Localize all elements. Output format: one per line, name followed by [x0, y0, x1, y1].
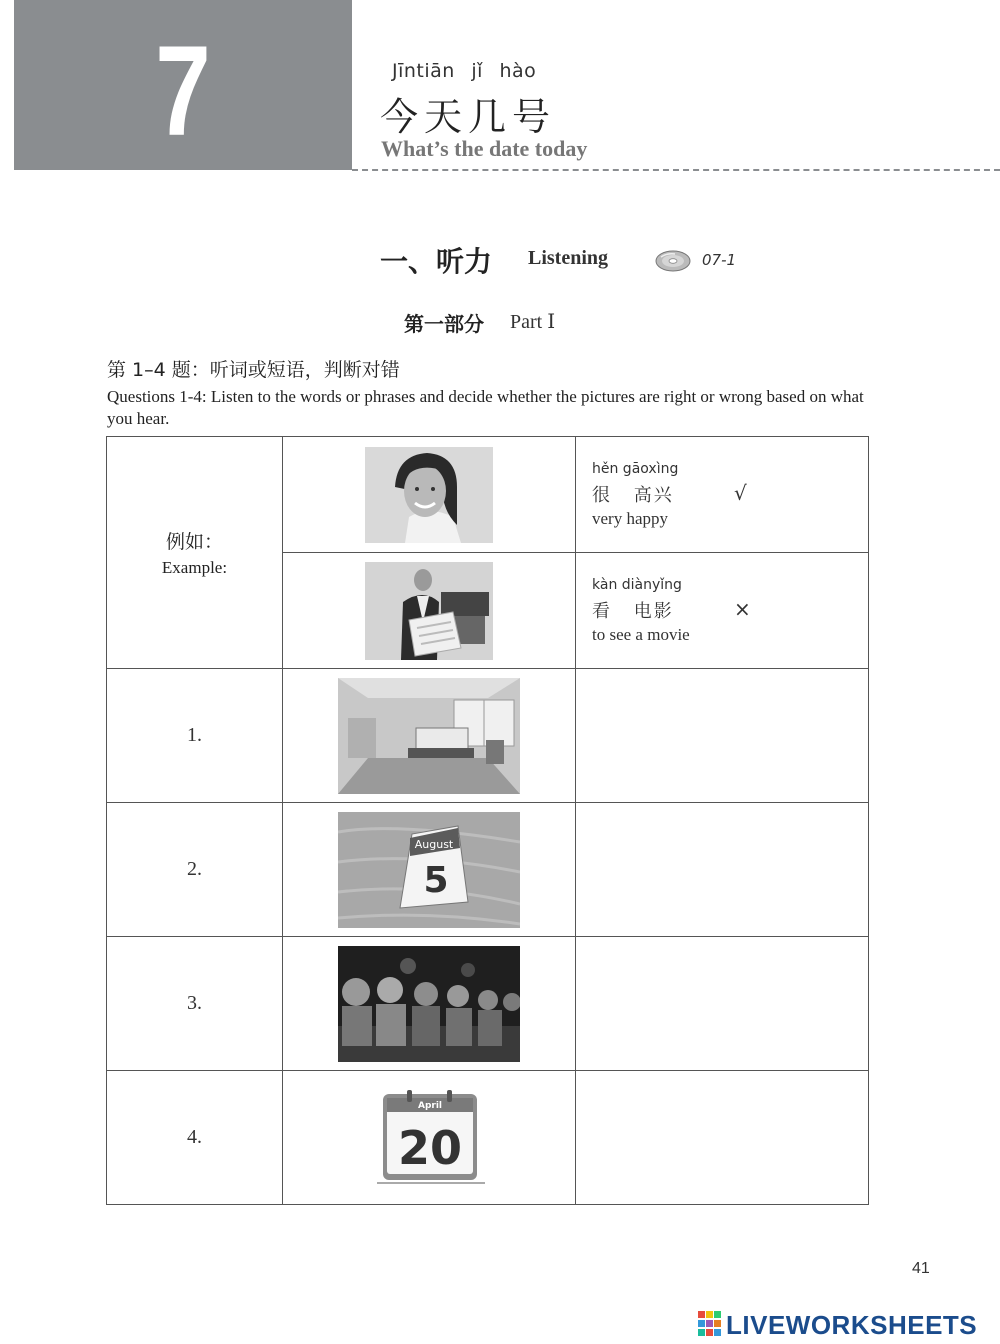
- example-1-chinese: 很 高兴: [592, 485, 674, 506]
- example-picture-cell: [283, 437, 576, 553]
- question-answer-cell[interactable]: [576, 1071, 869, 1205]
- part-heading-chinese: 第一部分: [404, 312, 484, 336]
- liveworksheets-logo-icon: [698, 1311, 722, 1339]
- example-label-cell: [107, 437, 283, 669]
- page-number: 41: [912, 1260, 930, 1277]
- man-reading-newspaper-photo: [365, 562, 493, 660]
- example-2-english: to see a movie: [592, 625, 690, 644]
- question-answer-cell[interactable]: [576, 803, 869, 937]
- title-chinese: 今天几号: [380, 95, 557, 139]
- section-heading-chinese: 一、听力: [380, 245, 493, 278]
- hospital-room-photo: [338, 678, 520, 794]
- calendar-day-label: 20: [397, 1120, 463, 1175]
- liveworksheets-logo[interactable]: [698, 1310, 994, 1340]
- header-divider: [352, 169, 1000, 171]
- example-label-chinese: 例如：: [165, 531, 223, 553]
- example-answer-cell-1: [576, 437, 869, 553]
- question-picture-cell: [283, 937, 576, 1071]
- question-answer-cell[interactable]: [576, 937, 869, 1071]
- section-heading-english: Listening: [528, 247, 609, 269]
- title-english: What’s the date today: [381, 136, 588, 161]
- example-picture-cell-2: [283, 553, 576, 669]
- instructions-english: Questions 1-4: Listen to the words or phrases and decide whether the pictures are right or wrong based on what you hear.: [107, 387, 864, 428]
- title-pinyin: Jīntiān jǐ hào: [392, 60, 537, 82]
- liveworksheets-logo-text: LIVEWORKSHEETS: [726, 1310, 978, 1340]
- question-row-3: [107, 937, 869, 1071]
- example-1-pinyin: hěn gāoxìng: [592, 461, 679, 477]
- question-row-4: [107, 1071, 869, 1205]
- example-answer-cell-2: [576, 553, 869, 669]
- question-picture-cell: [283, 669, 576, 803]
- question-row-1: [107, 669, 869, 803]
- calendar-month-label: April: [417, 1100, 443, 1111]
- cd-audio-icon[interactable]: [655, 247, 691, 273]
- example-2-pinyin: kàn diànyǐng: [592, 577, 682, 593]
- calendar-day-label: 5: [423, 859, 449, 901]
- calendar-month-label: August: [414, 837, 454, 851]
- question-answer-cell[interactable]: [576, 669, 869, 803]
- question-number: 4.: [107, 1071, 283, 1205]
- question-number: 2.: [107, 803, 283, 937]
- example-1-check-mark: √: [734, 481, 747, 505]
- example-2-chinese: 看 电影: [592, 601, 674, 622]
- lesson-number: 7: [155, 20, 211, 163]
- example-row: [107, 437, 869, 553]
- example-2-cross-mark: ×: [734, 597, 751, 621]
- exercise-table: [106, 436, 869, 1205]
- calendar-april-20-icon: [367, 1088, 491, 1188]
- question-picture-cell: [283, 1071, 576, 1205]
- question-row-2: [107, 803, 869, 937]
- cinema-audience-photo: [338, 946, 520, 1062]
- example-label-english: Example:: [161, 558, 228, 577]
- instructions-chinese: 第 1–4 题：听词或短语，判断对错: [107, 359, 400, 381]
- part-heading-english: Part Ⅰ: [510, 311, 556, 333]
- question-picture-cell: [283, 803, 576, 937]
- example-1-english: very happy: [592, 509, 669, 528]
- audio-track-number: 07-1: [702, 251, 737, 269]
- question-number: 3.: [107, 937, 283, 1071]
- question-number: 1.: [107, 669, 283, 803]
- calendar-august-5-photo: [338, 812, 520, 928]
- smiling-girl-photo: [365, 447, 493, 543]
